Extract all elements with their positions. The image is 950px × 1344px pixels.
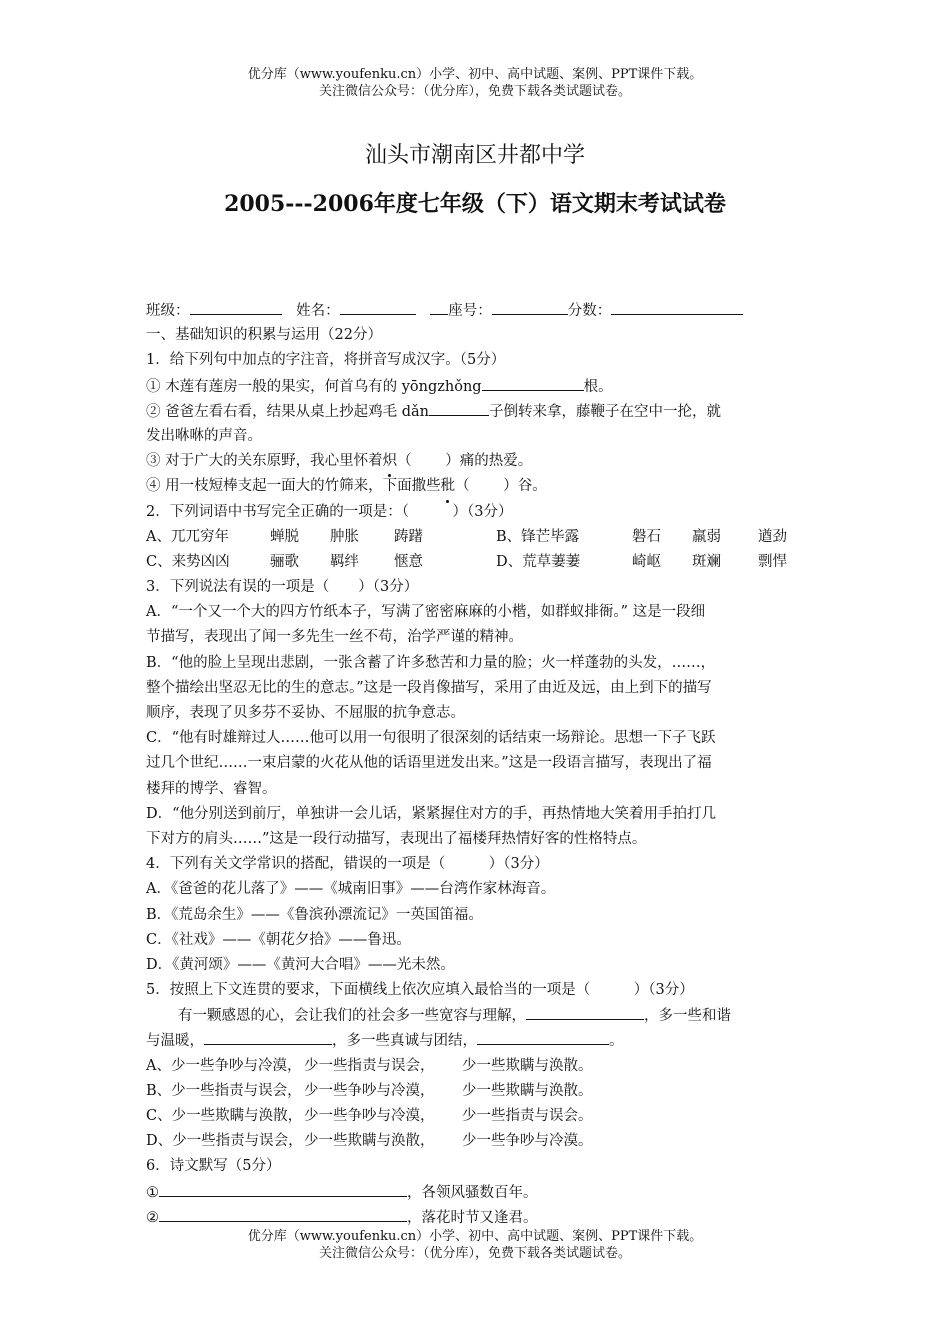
q4-option: C．《社戏》——《朝花夕拾》——鲁迅。 [146, 931, 411, 948]
q5-passage-2: 与温暖， ，多一些真诚与团结， 。 [146, 1028, 808, 1053]
q6-blank-1[interactable] [159, 1180, 407, 1197]
q4-option: A．《爸爸的花儿落了》——《城南旧事》——台湾作家林海音。 [146, 881, 556, 898]
q6-blank-2[interactable] [159, 1205, 407, 1222]
q5-option: D、少一些指责与误会，少一些欺瞒与涣散， 少一些争吵与冷漠。 [146, 1133, 593, 1150]
q3-line: C．“他有时雄辩过人……他可以用一句很明了很深刻的话结束一场辩论。思想一下子飞跃 [146, 730, 716, 747]
q3-line: 过几个世纪……一束启蒙的火花从他的话语里迸发出来。”这是一段语言描写，表现出了福 [146, 755, 712, 772]
q6-line-2: ② ，落花时节又逢君。 [146, 1205, 808, 1230]
q3-line: B．“他的脸上呈现出悲剧，一张含蓄了许多愁苦和力量的脸；火一样蓬勃的头发，……， [146, 654, 716, 671]
q5-blank-1[interactable] [526, 1003, 644, 1020]
seat-field[interactable] [492, 298, 568, 315]
score-field[interactable] [611, 298, 743, 315]
q5-stem: 5．按照上下文连贯的要求，下面横线上依次应填入最恰当的一项是（ ）（3分） [146, 982, 694, 999]
q1-blank-1[interactable] [482, 374, 584, 391]
q5-passage-1: 有一颗感恩的心，会让我们的社会多一些宽容与理解， ，多一些和谐 [146, 1003, 808, 1028]
q6-line-1: ① ，各领风骚数百年。 [146, 1180, 808, 1205]
q3-stem: 3．下列说法有误的一项是（ ）（3分） [146, 579, 419, 596]
exam-body [146, 298, 808, 1230]
q3-line: 顺序，表现了贝多芬不妥协、不屈服的抗争意志。 [146, 705, 465, 721]
exam-title: 2005---2006年度七年级（下）语文期末考试试卷 [224, 191, 726, 217]
q3-line: D．“他分别送到前厅，单独讲一会儿话，紧紧握住对方的手，再热情地大笑着用手拍打几 [146, 805, 717, 822]
q1-item-3: ③ 对于广大的关东原野，我心里怀着炽（ ）痛的热爱。 [146, 449, 808, 474]
q4-stem: 4．下列有关文学常识的搭配，错误的一项是（ ）（3分） [146, 856, 549, 873]
q5-option: B、少一些指责与误会， 少一些争吵与冷漠， 少一些欺瞒与涣散。 [146, 1082, 593, 1099]
footer-line-2: 关注微信公众号：（优分库），免费下载各类试题试卷。 [318, 1246, 631, 1261]
header-line-1: 优分库（www.youfenku.cn）小学、初中、高中试题、案例、PPT课件下载。 [247, 67, 703, 82]
school-title: 汕头市潮南区井都中学 [364, 143, 585, 168]
q2-row-1: A、兀兀穷年 蝉脱 肿胀 踌躇 B、锋芒毕露 磐石 羸弱 遒劲 [146, 528, 787, 545]
q1-blank-2[interactable] [429, 399, 489, 416]
footer-line-1: 优分库（www.youfenku.cn）小学、初中、高中试题、案例、PPT课件下载。 [247, 1229, 703, 1244]
q5-blank-3[interactable] [477, 1028, 609, 1045]
q4-option: B．《荒岛余生》——《鲁滨孙漂流记》一英国笛福。 [146, 906, 483, 923]
section-1-heading: 一、基础知识的积累与运用（22分） [146, 327, 382, 344]
q3-line: 下对方的肩头……”这是一段行动描写，表现出了福楼拜热情好客的性格特点。 [146, 830, 647, 847]
q2-stem: 2．下列词语中书写完全正确的一项是：（ ）（3分） [146, 503, 513, 520]
header-line-2: 关注微信公众号：（优分库），免费下载各类试题试卷。 [318, 84, 631, 99]
q1-item-2-cont: 发出咻咻的声音。 [146, 427, 262, 444]
score-label: 分数： [567, 303, 612, 319]
q3-line: A．“一个又一个大的四方竹纸本子，写满了密密麻麻的小楷，如群蚁排衙。” 这是一段细 [146, 604, 706, 621]
q1-item-2: ② 爸爸左看右看，结果从桌上抄起鸡毛 dǎn 子倒转来拿，藤鞭子在空中一抡，就 [146, 399, 808, 424]
q4-option: D．《黄河颂》——《黄河大合唱》——光未然。 [146, 956, 455, 973]
name-field[interactable] [340, 298, 416, 315]
q5-blank-2[interactable] [204, 1028, 332, 1045]
q1-item-1: ① 木莲有莲房一般的果实，何首乌有的 yōngzhǒng 根。 [146, 374, 808, 399]
name-label: 姓名： [296, 303, 340, 319]
page-footer [0, 1228, 950, 1262]
q1-stem: 1．给下列句中加点的字注音，将拼音写成汉字。（5分） [146, 352, 506, 369]
class-field[interactable] [190, 298, 282, 315]
q6-stem: 6．诗文默写（5分） [146, 1158, 281, 1175]
seat-underline [430, 298, 448, 315]
dotted-char: 炽 [383, 449, 398, 474]
q3-line: 楼拜的博学、睿智。 [146, 780, 277, 797]
q1-item-4: ④ 用一枝短棒支起一面大的竹筛来，下面撒些秕（ ）谷。 [146, 474, 808, 499]
student-info-row [146, 298, 808, 323]
dotted-char: 秕 [441, 474, 456, 499]
q2-row-2: C、来势凶凶 骊歌 羁绊 惬意 D、荒草萋萋 崎岖 斑斓 剽悍 [146, 553, 787, 570]
page-header [0, 66, 950, 100]
q5-option: C、少一些欺瞒与涣散， 少一些争吵与冷漠， 少一些指责与误会。 [146, 1108, 593, 1124]
seat-label: 座号： [448, 303, 492, 319]
q3-line: 整个描绘出坚忍无比的生的意志。”这是一段肖像描写，采用了由近及远，由上到下的描写 [146, 679, 712, 696]
q5-option: A、少一些争吵与冷漠， 少一些指责与误会， 少一些欺瞒与涣散。 [146, 1057, 593, 1074]
class-label: 班级： [146, 303, 190, 319]
q3-line: 节描写，表现出了闻一多先生一丝不苟，治学严谨的精神。 [146, 629, 523, 646]
